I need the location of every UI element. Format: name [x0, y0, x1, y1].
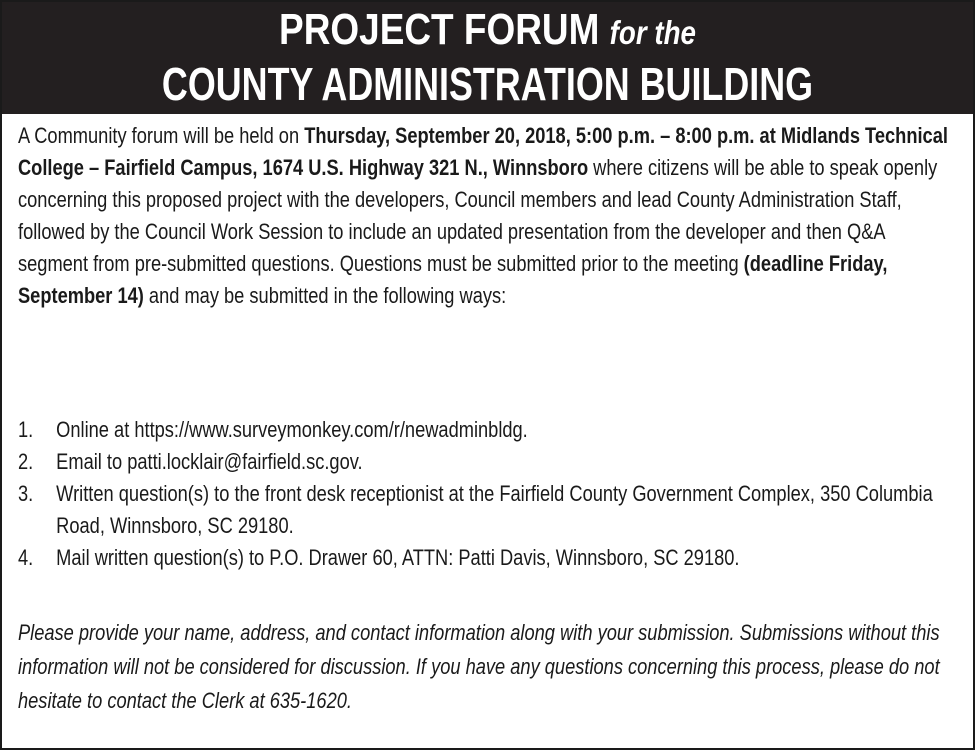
list-text: Online at https://www.surveymonkey.com/r/newadminbldg. — [56, 417, 528, 442]
title-connector: for the — [609, 14, 696, 51]
list-number: 1. — [18, 417, 34, 442]
title-line-2: COUNTY ADMINISTRATION BUILDING — [161, 58, 814, 110]
notice-body — [18, 120, 958, 713]
list-item — [18, 478, 956, 542]
deadline-text: (deadline Friday, September 14) — [18, 251, 888, 308]
list-text: Mail written question(s) to P.O. Drawer 60, ATTN: Patti Davis, Winnsboro, SC 29180. — [56, 545, 740, 570]
title-line-1 — [80, 4, 896, 56]
intro-text-3: and may be submitted in the following ways: — [143, 283, 507, 308]
title-main: PROJECT FORUM — [279, 5, 600, 54]
event-details: Thursday, September 20, 2018, 5:00 p.m. – 8:00 p.m. at Midlands Technical College – Fairfield Campus, 1674 U.S. Highway 321 N., Winnsboro — [18, 123, 948, 180]
list-item — [18, 542, 956, 574]
title-banner — [2, 2, 973, 114]
intro-paragraph — [18, 120, 956, 312]
list-number: 2. — [18, 449, 34, 474]
intro-text-1: A Community forum will be held on — [18, 123, 305, 148]
list-number: 3. — [18, 481, 34, 506]
list-item — [18, 446, 956, 478]
list-item — [18, 414, 956, 446]
list-text: Email to patti.locklair@fairfield.sc.gov. — [56, 449, 363, 474]
list-number: 4. — [18, 545, 34, 570]
closing-paragraph: Please provide your name, address, and contact information along with your submission. Submissions without this information will not be considered for discussion. If you have any questions concerning this process, please do not hesitate to contact the Clerk at 635-1620. — [18, 620, 940, 713]
intro-text-2: where citizens will be able to speak openly concerning this proposed project with the developers, Council members and lead County Administration Staff, followed by the Council Work Session to include an updated presentation from the developer and then Q&A segment from pre-submitted questions. Questions must be submitted prior to the meeting — [18, 155, 938, 276]
submission-ways-list — [18, 414, 956, 574]
list-text: Written question(s) to the front desk receptionist at the Fairfield County Government Complex, 350 Columbia Road, Winnsboro, SC 29180. — [56, 481, 933, 538]
